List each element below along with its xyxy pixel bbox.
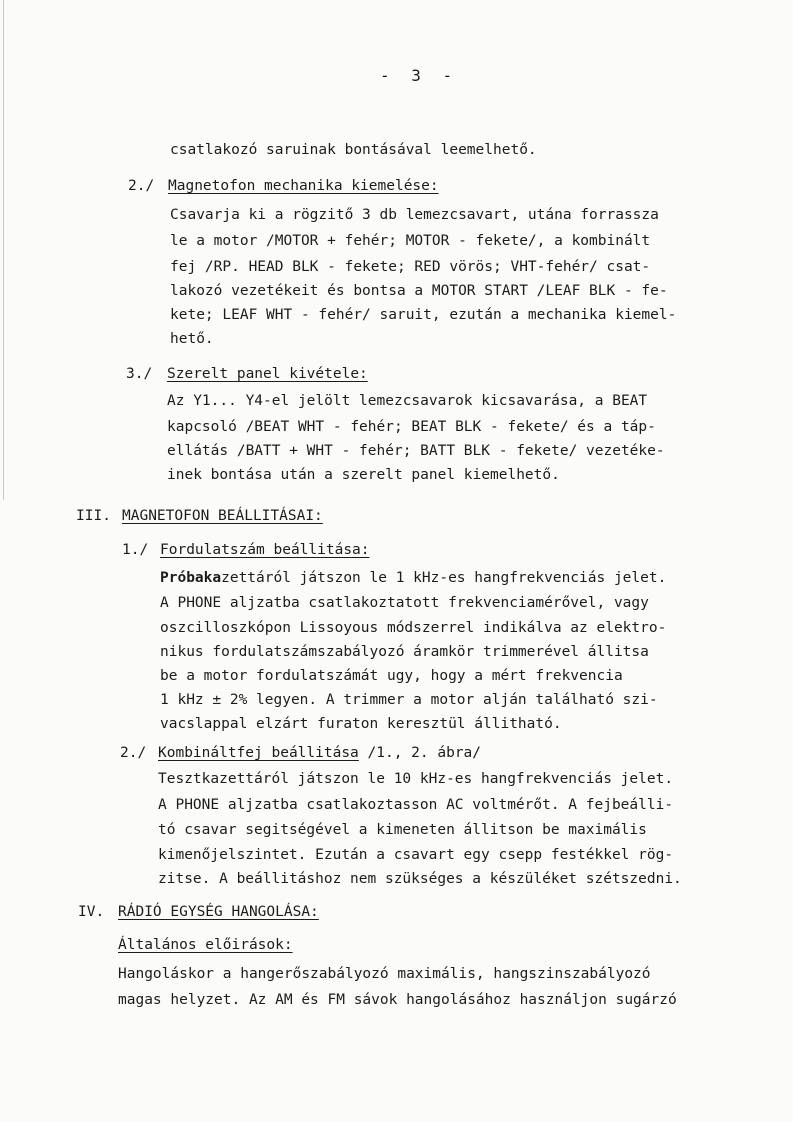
chapter-3-number: III. bbox=[76, 508, 111, 524]
section-3-line: kapcsoló /BEAT WHT - fehér; BEAT BLK - fekete/ és a táp- bbox=[167, 419, 656, 435]
subsection-2-number: 2./ bbox=[120, 745, 147, 761]
section-2-line: fej /RP. HEAD BLK - fekete; RED vörös; VHT-fehér/ csat- bbox=[170, 259, 651, 275]
subsection-2-heading bbox=[158, 743, 481, 763]
chapter-4-number: IV. bbox=[78, 904, 105, 920]
subsection-2-line: Tesztkazettáról játszon le 10 kHz-es hangfrekvenciás jelet. bbox=[158, 771, 674, 787]
page-number: - 3 - bbox=[380, 66, 459, 85]
subsection-1-line: 1 kHz ± 2% legyen. A trimmer a motor alján található szi- bbox=[160, 692, 658, 708]
subsection-2-line: zitse. A beállitáshoz nem szükséges a készüléket szétszedni. bbox=[158, 871, 682, 887]
chapter-3-title: MAGNETOFON BEÁLLITÁSAI: bbox=[122, 508, 323, 524]
subsection-1-line: oszcilloszkópon Lissoyous módszerrel indikálva az elektro- bbox=[160, 620, 667, 636]
section-2-line: Csavarja ki a rögzitő 3 db lemezcsavart, utána forrassza bbox=[170, 207, 659, 223]
page-margin-line bbox=[3, 0, 4, 500]
bold-prefix: Próbaka bbox=[160, 570, 222, 586]
subsection-1-title: Fordulatszám beállitása: bbox=[160, 542, 370, 558]
section-2-line: kete; LEAF WHT - fehér/ saruit, ezután a mechanika kiemel- bbox=[170, 307, 677, 323]
chapter-4-title: RÁDIÓ EGYSÉG HANGOLÁSA: bbox=[118, 904, 319, 920]
first-line-rest: zettáról játszon le 1 kHz-es hangfrekvenciás jelet. bbox=[221, 570, 667, 586]
subsection-2-line: A PHONE aljzatba csatlakoztasson AC voltmérőt. A fejbeálli- bbox=[158, 797, 674, 813]
subsection-1-first-line bbox=[160, 568, 666, 588]
section-2-title: Magnetofon mechanika kiemelése: bbox=[168, 178, 439, 194]
section-3-title: Szerelt panel kivétele: bbox=[167, 366, 368, 382]
intro-line: csatlakozó saruinak bontásával leemelhető. bbox=[170, 142, 537, 158]
general-instructions-title: Általános előirások: bbox=[118, 937, 293, 953]
subsection-2-title: Kombináltfej beállitása bbox=[158, 745, 359, 761]
subsection-2-line: tó csavar segitségével a kimeneten állitson be maximális bbox=[158, 822, 647, 838]
section-3-number: 3./ bbox=[126, 366, 153, 382]
section-3-line: ellátás /BATT + WHT - fehér; BATT BLK - fekete/ vezetéke- bbox=[167, 443, 665, 459]
subsection-2-figure-ref: /1., 2. ábra/ bbox=[358, 745, 482, 761]
section-3-line: inek bontása után a szerelt panel kiemelhető. bbox=[167, 467, 560, 483]
section-2-number: 2./ bbox=[128, 178, 155, 194]
subsection-1-number: 1./ bbox=[122, 542, 149, 558]
subsection-1-line: A PHONE aljzatba csatlakoztatott frekvenciamérővel, vagy bbox=[160, 595, 649, 611]
subsection-2-line: kimenőjelszintet. Ezután a csavart egy csepp festékkel rög- bbox=[158, 847, 674, 863]
subsection-1-line: be a motor fordulatszámát ugy, hogy a mért frekvencia bbox=[160, 668, 623, 684]
section-3-line: Az Y1... Y4-el jelölt lemezcsavarok kicsavarása, a BEAT bbox=[167, 393, 648, 409]
chapter-4-line: Hangoláskor a hangerőszabályozó maximális, hangszinszabályozó bbox=[118, 966, 651, 982]
section-2-line: hető. bbox=[170, 331, 214, 347]
section-2-line: lakozó vezetékeit és bontsa a MOTOR START /LEAF BLK - fe- bbox=[170, 283, 668, 299]
chapter-4-line: magas helyzet. Az AM és FM sávok hangolásához használjon sugárzó bbox=[118, 992, 677, 1008]
subsection-1-line: nikus fordulatszámszabályozó áramkör trimmerével állitsa bbox=[160, 644, 649, 660]
subsection-1-line: vacslappal elzárt furaton keresztül állitható. bbox=[160, 716, 562, 732]
section-2-line: le a motor /MOTOR + fehér; MOTOR - fekete/, a kombinált bbox=[170, 233, 651, 249]
